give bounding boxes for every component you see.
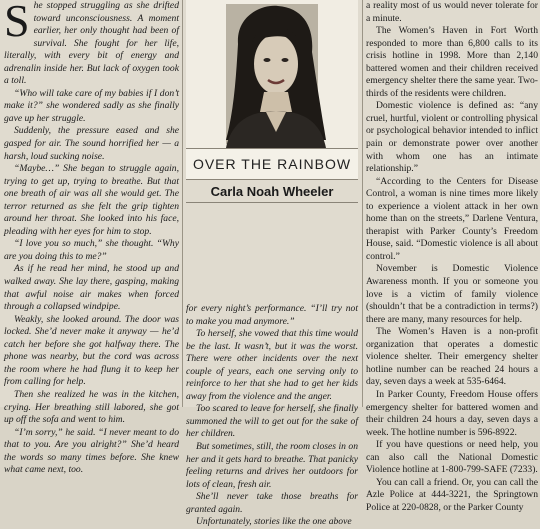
column-divider bbox=[362, 0, 363, 407]
paragraph: She’ll never take those breaths for granted again. bbox=[186, 491, 358, 515]
paragraph: November is Domestic Violence Awareness month. If you or someone you love is a victim of family violence (shouldn’t that be a contradiction in terms?) there are many, many resources for help. bbox=[366, 263, 538, 325]
right-column bbox=[366, 0, 538, 514]
paragraph: Domestic violence is defined as: “any cruel, hurtful, violent or controlling physical or psychological behavior intended to inflict pain or demonstrate power over another with whom one has an intimate relationship.” bbox=[366, 100, 538, 175]
paragraph: “Maybe…” She began to struggle again, trying to get up, trying to breathe. But that one breath of air was all she would get. The terror returned as she felt the grip tighten around her throat. She looked into his face, pleading with her eyes for him to stop. bbox=[4, 163, 179, 237]
author-portrait-image bbox=[186, 0, 358, 148]
paragraph: “I love you so much,” she thought. “Why are you doing this to me?” bbox=[4, 238, 179, 262]
paragraph: As if he read her mind, he stood up and walked away. She lay there, gasping, making that awful noise air makes when forced through a collapsed windpipe. bbox=[4, 263, 179, 313]
left-column bbox=[4, 0, 179, 477]
paragraph: “According to the Centers for Disease Control, a woman is nine times more likely to experience a violent attack in her own home than on the streets,” Darlene Ventura, therapist with Parker County’s Freedom House, said. “Domestic violence is all about control.” bbox=[366, 175, 538, 262]
paragraph: The Women’s Haven in Fort Worth responded to more than 6,800 calls to its crisis hotline in 1998. More than 2,140 battered women and their children received emergency shelter there the same year. Two-thirds of the residents were children. bbox=[366, 25, 538, 99]
paragraph: Weakly, she looked around. The door was locked. She’d never make it anyway — he’d catch her before she got halfway there. The phone was nearby, but the cord was across the room where he had flung it to keep her from calling for help. bbox=[4, 313, 179, 388]
paragraph: But sometimes, still, the room closes in on her and it gets hard to breathe. That panicky feeling returns and drives her outdoors for lots of clean, fresh air. bbox=[186, 441, 358, 490]
paragraph: Then she realized he was in the kitchen, crying. Her breathing still labored, she got up off the sofa and went to him. bbox=[4, 388, 179, 426]
paragraph: “I’m sorry,” he said. “I never meant to do that to you. Are you alright?” She’d heard the words so many times before. She knew what came next, too. bbox=[4, 426, 179, 476]
drop-cap: S bbox=[4, 0, 30, 46]
column-divider bbox=[182, 0, 183, 407]
column-title: OVER THE RAINBOW bbox=[192, 156, 352, 172]
byline: Carla Noah Wheeler bbox=[186, 180, 358, 203]
paragraph: Too scared to leave for herself, she finally summoned the will to get out for the sake of her children. bbox=[186, 403, 358, 440]
paragraph: The Women’s Haven is a non-profit organization that operates a domestic violence shelter. Their emergency shelter hotline number can be reached 24 hours a day, seven days a week at 535-6464. bbox=[366, 326, 538, 388]
paragraph: You can call a friend. Or, you can call the Azle Police at 444-3221, the Springtown Police at 220-0828, or the Parker County bbox=[366, 476, 538, 513]
column-header bbox=[186, 148, 358, 180]
paragraph: If you have questions or need help, you can also call the National Domestic Violence hotline at 1-800-799-SAFE (7233). bbox=[366, 439, 538, 476]
paragraph: he stopped struggling as she drifted toward unconsciousness. A moment earlier, her only thought had been of survival. She fought for her life, literally, with every bit of energy and adrenalin inside her. But lack of oxygen took a toll. bbox=[4, 0, 179, 87]
paragraph: “Who will take care of my babies if I don’t make it?” she wondered sadly as she finally gave up her struggle. bbox=[4, 87, 179, 124]
paragraph: a reality most of us would never tolerate for a minute. bbox=[366, 0, 538, 24]
paragraph: To herself, she vowed that this time would be the last. It wasn’t, but it was the worst. There were other incidents over the next couple of years, each one serving only to reinforce to her that she had to get her kids away from the violence and the anger. bbox=[186, 328, 358, 402]
author-photo bbox=[186, 0, 358, 148]
paragraph: Suddenly, the pressure eased and she gasped for air. The sound horrified her — a harsh, loud sucking noise. bbox=[4, 125, 179, 162]
middle-column bbox=[186, 303, 358, 529]
paragraph: for every night’s performance. “I’ll try not to make you mad anymore.” bbox=[186, 303, 358, 327]
paragraph: In Parker County, Freedom House offers emergency shelter for battered women and their children 24 hours a day, seven days a week. The hotline number is 596-8922. bbox=[366, 388, 538, 438]
paragraph: Unfortunately, stories like the one above bbox=[196, 516, 352, 528]
